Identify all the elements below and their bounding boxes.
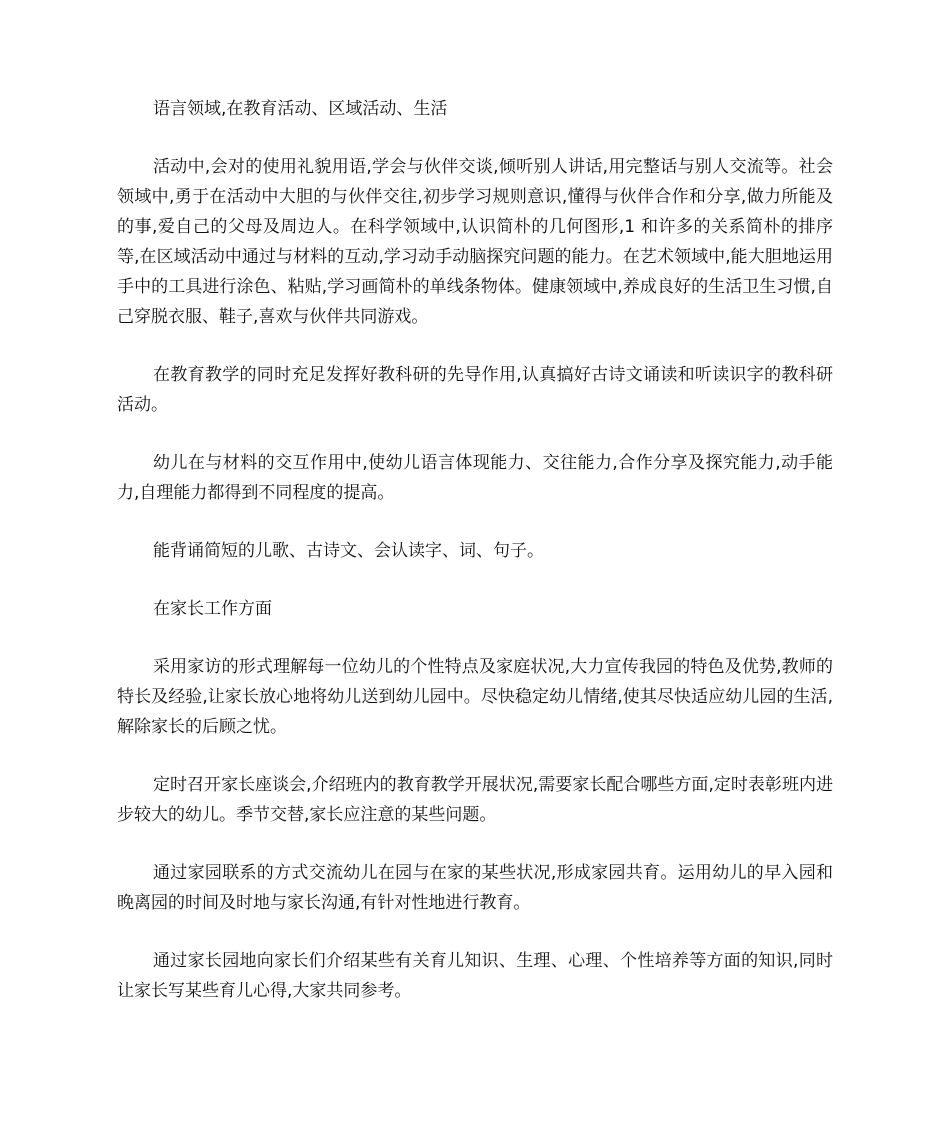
paragraph-abilities: 幼儿在与材料的交互作用中,使幼儿语言体现能力、交往能力,合作分享及探究能力,动手能力,自理能力都得到不同程度的提高。 [117,453,833,503]
paragraph-parent-garden: 通过家长园地向家长们介绍某些有关育儿知识、生理、心理、个性培养等方面的知识,同时让家长写某些育儿心得,大家共同参考。 [117,951,833,1001]
paragraph-activities: 活动中,会对的使用礼貌用语,学会与伙伴交谈,倾听别人讲话,用完整话与别人交流等。社会领域中,勇于在活动中大胆的与伙伴交往,初步学习规则意识,懂得与伙伴合作和分享,做力所能及的事,爱自己的父母及周边人。在科学领域中,认识简朴的几何图形,1 和许多的关系简朴的排序等,在区域活动中通过与材料的互动,学习动手动脑探究问题的能力。在艺术领域中,能大胆地运用手中的工具进行涂色、粘贴,学习画简朴的单线条物体。健康领域中,养成良好的生活卫生习惯,自己穿脱衣服、鞋子,喜欢与伙伴共同游戏。 [117,157,833,327]
paragraph-parent-work-heading: 在家长工作方面 [153,599,272,619]
paragraph-home-visits: 采用家访的形式理解每一位幼儿的个性特点及家庭状况,大力宣传我园的特色及优势,教师的特长及经验,让家长放心地将幼儿送到幼儿园中。尽快稳定幼儿情绪,使其尽快适应幼儿园的生活,解除家长的后顾之忧。 [117,657,833,737]
document-body [117,94,833,1006]
paragraph-language-domain: 语言领域,在教育活动、区域活动、生活 [153,99,448,119]
paragraph-parent-meetings: 定时召开家长座谈会,介绍班内的教育教学开展状况,需要家长配合哪些方面,定时表彰班内进步较大的幼儿。季节交替,家长应注意的某些问题。 [117,775,833,825]
paragraph-recitation: 能背诵简短的儿歌、古诗文、会认读字、词、句子。 [153,541,544,561]
paragraph-home-school-contact: 通过家园联系的方式交流幼儿在园与在家的某些状况,形成家园共育。运用幼儿的早入园和晚离园的时间及时地与家长沟通,有针对性地进行教育。 [117,863,833,913]
paragraph-research: 在教育教学的同时充足发挥好教科研的先导作用,认真搞好古诗文诵读和听读识字的教科研活动。 [117,365,833,415]
